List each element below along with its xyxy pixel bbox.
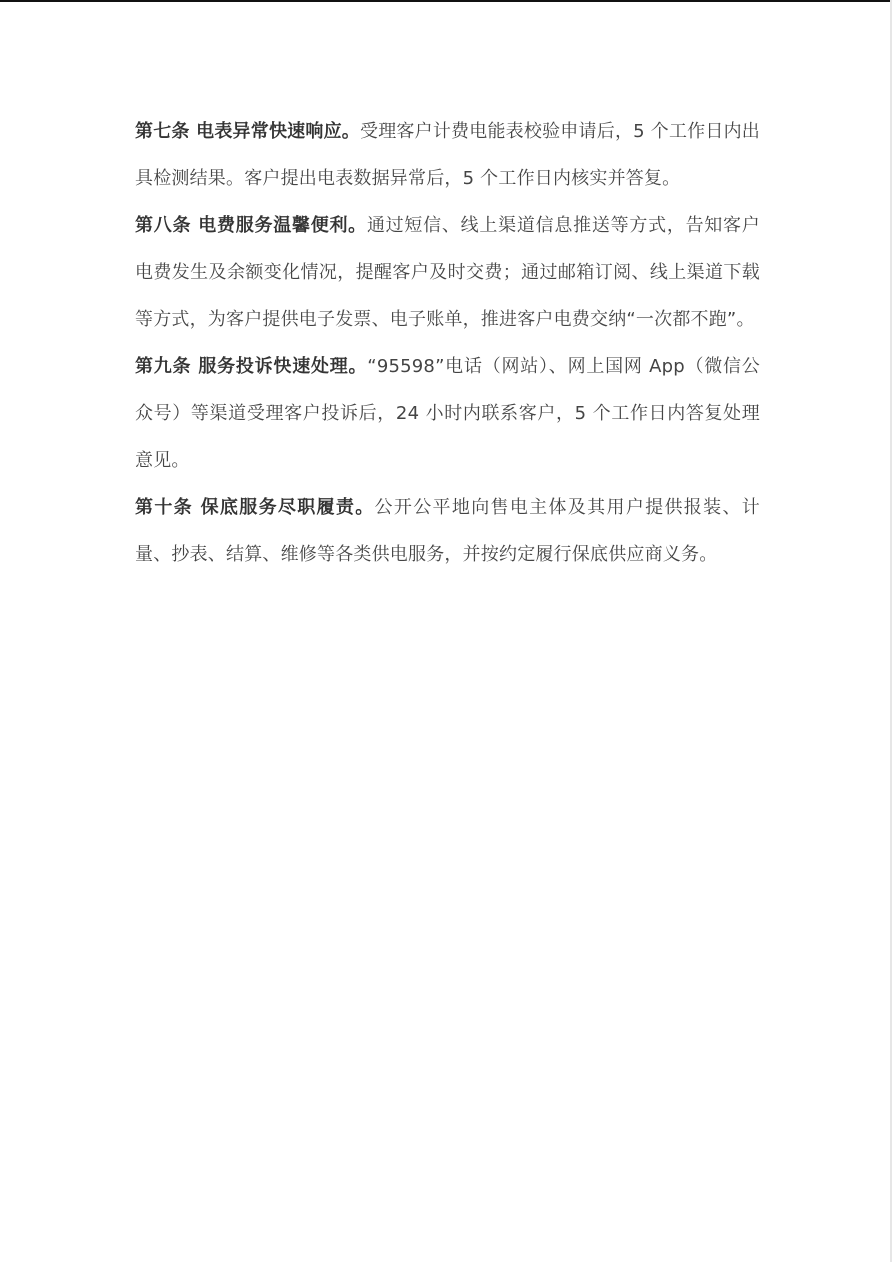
article-8-heading: 第八条 电费服务温馨便利。 (135, 215, 367, 236)
article-7-heading: 第七条 电表异常快速响应。 (135, 121, 360, 142)
page-top-border (0, 0, 892, 2)
article-8-text: 通过短信、线上渠道信息推送等方式，告知客户电费发生及余额变化情况，提醒客户及时交费；通过邮箱订阅、线上渠道下载等方式，为客户提供电子发票、电子账单，推进客户电费交纳“一次都不跑”。 (135, 215, 760, 330)
document-body (135, 108, 760, 578)
article-8 (135, 202, 760, 343)
article-9-text: “95598”电话（网站）、网上国网 App（微信公众号）等渠道受理客户投诉后，24 小时内联系客户，5 个工作日内答复处理意见。 (135, 356, 760, 471)
article-9 (135, 343, 760, 484)
article-10 (135, 484, 760, 578)
article-9-heading: 第九条 服务投诉快速处理。 (135, 356, 368, 377)
article-7-text: 受理客户计费电能表校验申请后，5 个工作日内出具检测结果。客户提出电表数据异常后，5 个工作日内核实并答复。 (135, 121, 760, 189)
article-10-text: 公开公平地向售电主体及其用户提供报装、计量、抄表、结算、维修等各类供电服务，并按约定履行保底供应商义务。 (135, 497, 760, 565)
article-7 (135, 108, 760, 202)
article-10-heading: 第十条 保底服务尽职履责。 (135, 497, 375, 518)
